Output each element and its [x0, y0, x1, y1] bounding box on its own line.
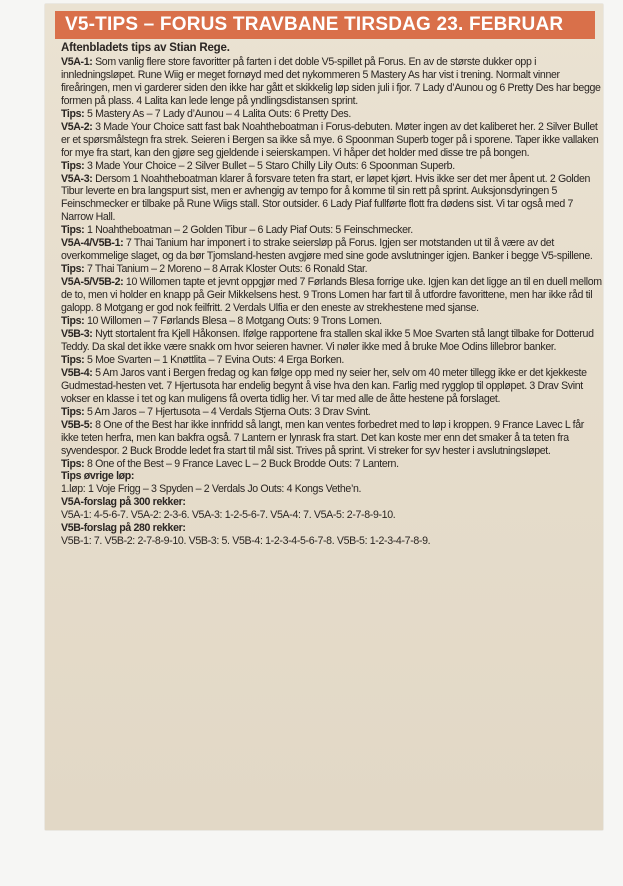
tips-text: 8 One of the Best – 9 France Lavec L – 2 Buck Brodde Outs: 7 Lantern.	[86, 457, 399, 470]
article-headline: V5-TIPS – FORUS TRAVBANE TIRSDAG 23. FEBRUAR	[55, 11, 595, 39]
race-tips-v5a-2	[61, 160, 603, 173]
other-tips-heading: Tips øvrige løp:	[61, 470, 135, 483]
race-tips-v5a-1	[61, 108, 603, 121]
tips-text: 1 Noahtheboatman – 2 Golden Tibur – 6 Lady Piaf Outs: 5 Feinschmecker.	[86, 224, 413, 237]
v5a-system-heading: V5A-forslag på 300 rekker:	[61, 496, 186, 509]
race-paragraph-v5a-3	[61, 173, 603, 225]
v5b-system-heading: V5B-forslag på 280 rekker:	[61, 522, 186, 535]
race-label: V5B-4:	[61, 366, 93, 379]
race-label: V5A-5/V5B-2:	[61, 276, 124, 289]
race-label: V5A-2:	[61, 120, 93, 133]
tips-label: Tips:	[61, 405, 85, 418]
race-tips-v5a-5-v5b-2	[61, 315, 603, 328]
race-tips-v5b-4	[61, 406, 603, 419]
tips-label: Tips:	[61, 263, 85, 276]
race-text: 5 Am Jaros vant i Bergen fredag og kan følge opp med ny seier her, selv om 40 meter tillegg ikke er det kjekkeste Gudmestad-hesten vet. 7 Hjertusota har endelig begynt å vise hva den kan. Farlig med rygglop til oppløpet. 3 Drav Svint vokser en klasse i tet og kan muligens få overta tidlig her. Vi tar med alle de åtte hestene på forslaget.	[61, 366, 587, 405]
tips-text: 7 Thai Tanium – 2 Moreno – 8 Arrak Kloster Outs: 6 Ronald Star.	[86, 263, 368, 276]
race-label: V5A-4/V5B-1:	[61, 237, 124, 250]
tips-label: Tips:	[61, 457, 85, 470]
tips-text: 10 Willomen – 7 Førlands Blesa – 8 Motgang Outs: 9 Trons Lomen.	[86, 315, 382, 328]
tips-label: Tips:	[61, 315, 85, 328]
tips-label: Tips:	[61, 224, 85, 237]
race-label: V5A-1:	[61, 55, 93, 68]
tips-text: 5 Am Jaros – 7 Hjertusota – 4 Verdals Stjerna Outs: 3 Drav Svint.	[86, 405, 371, 418]
other-tips-text: 1.løp: 1 Voje Frigg – 3 Spyden – 2 Verdals Jo Outs: 4 Kongs Vethe’n.	[61, 483, 362, 496]
race-paragraph-v5b-5	[61, 419, 603, 458]
race-text: Som vanlig flere store favoritter på farten i det doble V5-spillet på Forus. En av de største dukker opp i innledningsløpet. Rune Wiig er meget fornøyd med det nykommeren 5 Mastery As har vist i trening. Normalt vinner fireåringen, men vi garderer siden den ikke har gått et skikkelig løp siden juli i fjor. 7 Lady d’Aunou og 6 Pretty Des har begge formen på plass. 4 Lalita kan lede lenge på yndlingsdistansen sprint.	[61, 55, 601, 107]
tips-label: Tips:	[61, 353, 85, 366]
tips-label: Tips:	[61, 159, 85, 172]
race-paragraph-v5b-3	[61, 328, 603, 354]
v5a-system-text: V5A-1: 4-5-6-7. V5A-2: 2-3-6. V5A-3: 1-2-5-6-7. V5A-4: 7. V5A-5: 2-7-8-9-10.	[61, 509, 396, 522]
article-body	[61, 42, 603, 548]
byline: Aftenbladets tips av Stian Rege.	[61, 42, 230, 54]
race-label: V5B-5:	[61, 418, 93, 431]
newspaper-clipping	[45, 4, 603, 830]
tips-label: Tips:	[61, 107, 85, 120]
race-tips-v5b-5	[61, 458, 603, 471]
v5b-system-text: V5B-1: 7. V5B-2: 2-7-8-9-10. V5B-3: 5. V5B-4: 1-2-3-4-5-6-7-8. V5B-5: 1-2-3-4-7-8-9.	[61, 535, 431, 548]
race-tips-v5b-3	[61, 354, 603, 367]
race-text: 10 Willomen tapte et jevnt oppgjør med 7 Førlands Blesa forrige uke. Igjen kan det ligge an til en duell mellom de to, men vi holder en knapp på Geir Mikkelsens hest. 9 Trons Lomen har fart til å utfordre favorittene, men har ikke råd til galopp. 8 Motgang er god nok feilfritt. 2 Verdals Ulfia er den eneste av strekhestene med sjanse.	[61, 276, 602, 315]
race-text: 3 Made Your Choice satt fast bak Noahtheboatman i Forus-debuten. Møter ingen av det kaliberet her. 2 Silver Bullet er et spørsmålstegn fra strek. Seieren i Bergen sa ikke så mye. 6 Spoonman Superb toger på i sporene. Taper ikke vallaken for mye fra start, kan den gjøre seg gjeldende i seierskampen. Vi håper det holder med disse tre på bongen.	[61, 120, 599, 159]
race-text: Nytt stortalent fra Kjell Håkonsen. Ifølge rapportene fra stallen skal ikke 5 Moe Svarten stå langt tilbake for Dotterud Teddy. Da skal det ikke være snakk om hvor seieren havner. Vi nøler ikke med å bruke Moe Odins lillebror banker.	[61, 327, 594, 353]
race-paragraph-v5a-4-v5b-1	[61, 237, 603, 263]
race-paragraph-v5a-5-v5b-2	[61, 276, 603, 315]
race-paragraph-v5b-4	[61, 367, 603, 406]
tips-text: 3 Made Your Choice – 2 Silver Bullet – 5 Staro Chilly Lily Outs: 6 Spoonman Superb.	[86, 159, 455, 172]
race-tips-v5a-4-v5b-1	[61, 263, 603, 276]
race-text: Dersom 1 Noahtheboatman klarer å forsvare teten fra start, er løpet kjørt. Hvis ikke ser det mer åpent ut. 2 Golden Tibur leverte en bra langspurt sist, men er avhengig av tempo for å komme til sin rett på sprint. Auksjonsdyringen 5 Feinschmecker er tilbake på Rune Wiigs stall. Stor outsider. 6 Lady Piaf fullførte flott fra dødens sist. Vi tar også med 7 Narrow Hall.	[61, 172, 591, 224]
race-label: V5B-3:	[61, 327, 93, 340]
tips-text: 5 Moe Svarten – 1 Knøttlita – 7 Evina Outs: 4 Erga Borken.	[86, 353, 345, 366]
race-paragraph-v5a-1	[61, 56, 603, 108]
race-tips-v5a-3	[61, 224, 603, 237]
race-text: 8 One of the Best har ikke innfridd så langt, men kan ventes forbedret med to løp i kroppen. 9 France Lavec L får ikke teten herfra, men kan bakfra også. 7 Lantern er lynrask fra start. Det kan koste mer enn det smaker å ta teten fra syvendespor. 2 Buck Brodde ledet fra start til mål sist. Trives på sprint. Vi streker for syv hester i avslutningsløpet.	[61, 418, 584, 457]
race-text: 7 Thai Tanium har imponert i to strake seiersløp på Forus. Igjen ser motstanden ut til å være av det overkommelige slaget, og da bør Tjomsland-hesten avgjøre med sine gode avslutninger igjen. Banker i begge V5-spillene.	[61, 237, 593, 263]
race-label: V5A-3:	[61, 172, 93, 185]
race-paragraph-v5a-2	[61, 121, 603, 160]
tips-text: 5 Mastery As – 7 Lady d’Aunou – 4 Lalita Outs: 6 Pretty Des.	[86, 107, 351, 120]
